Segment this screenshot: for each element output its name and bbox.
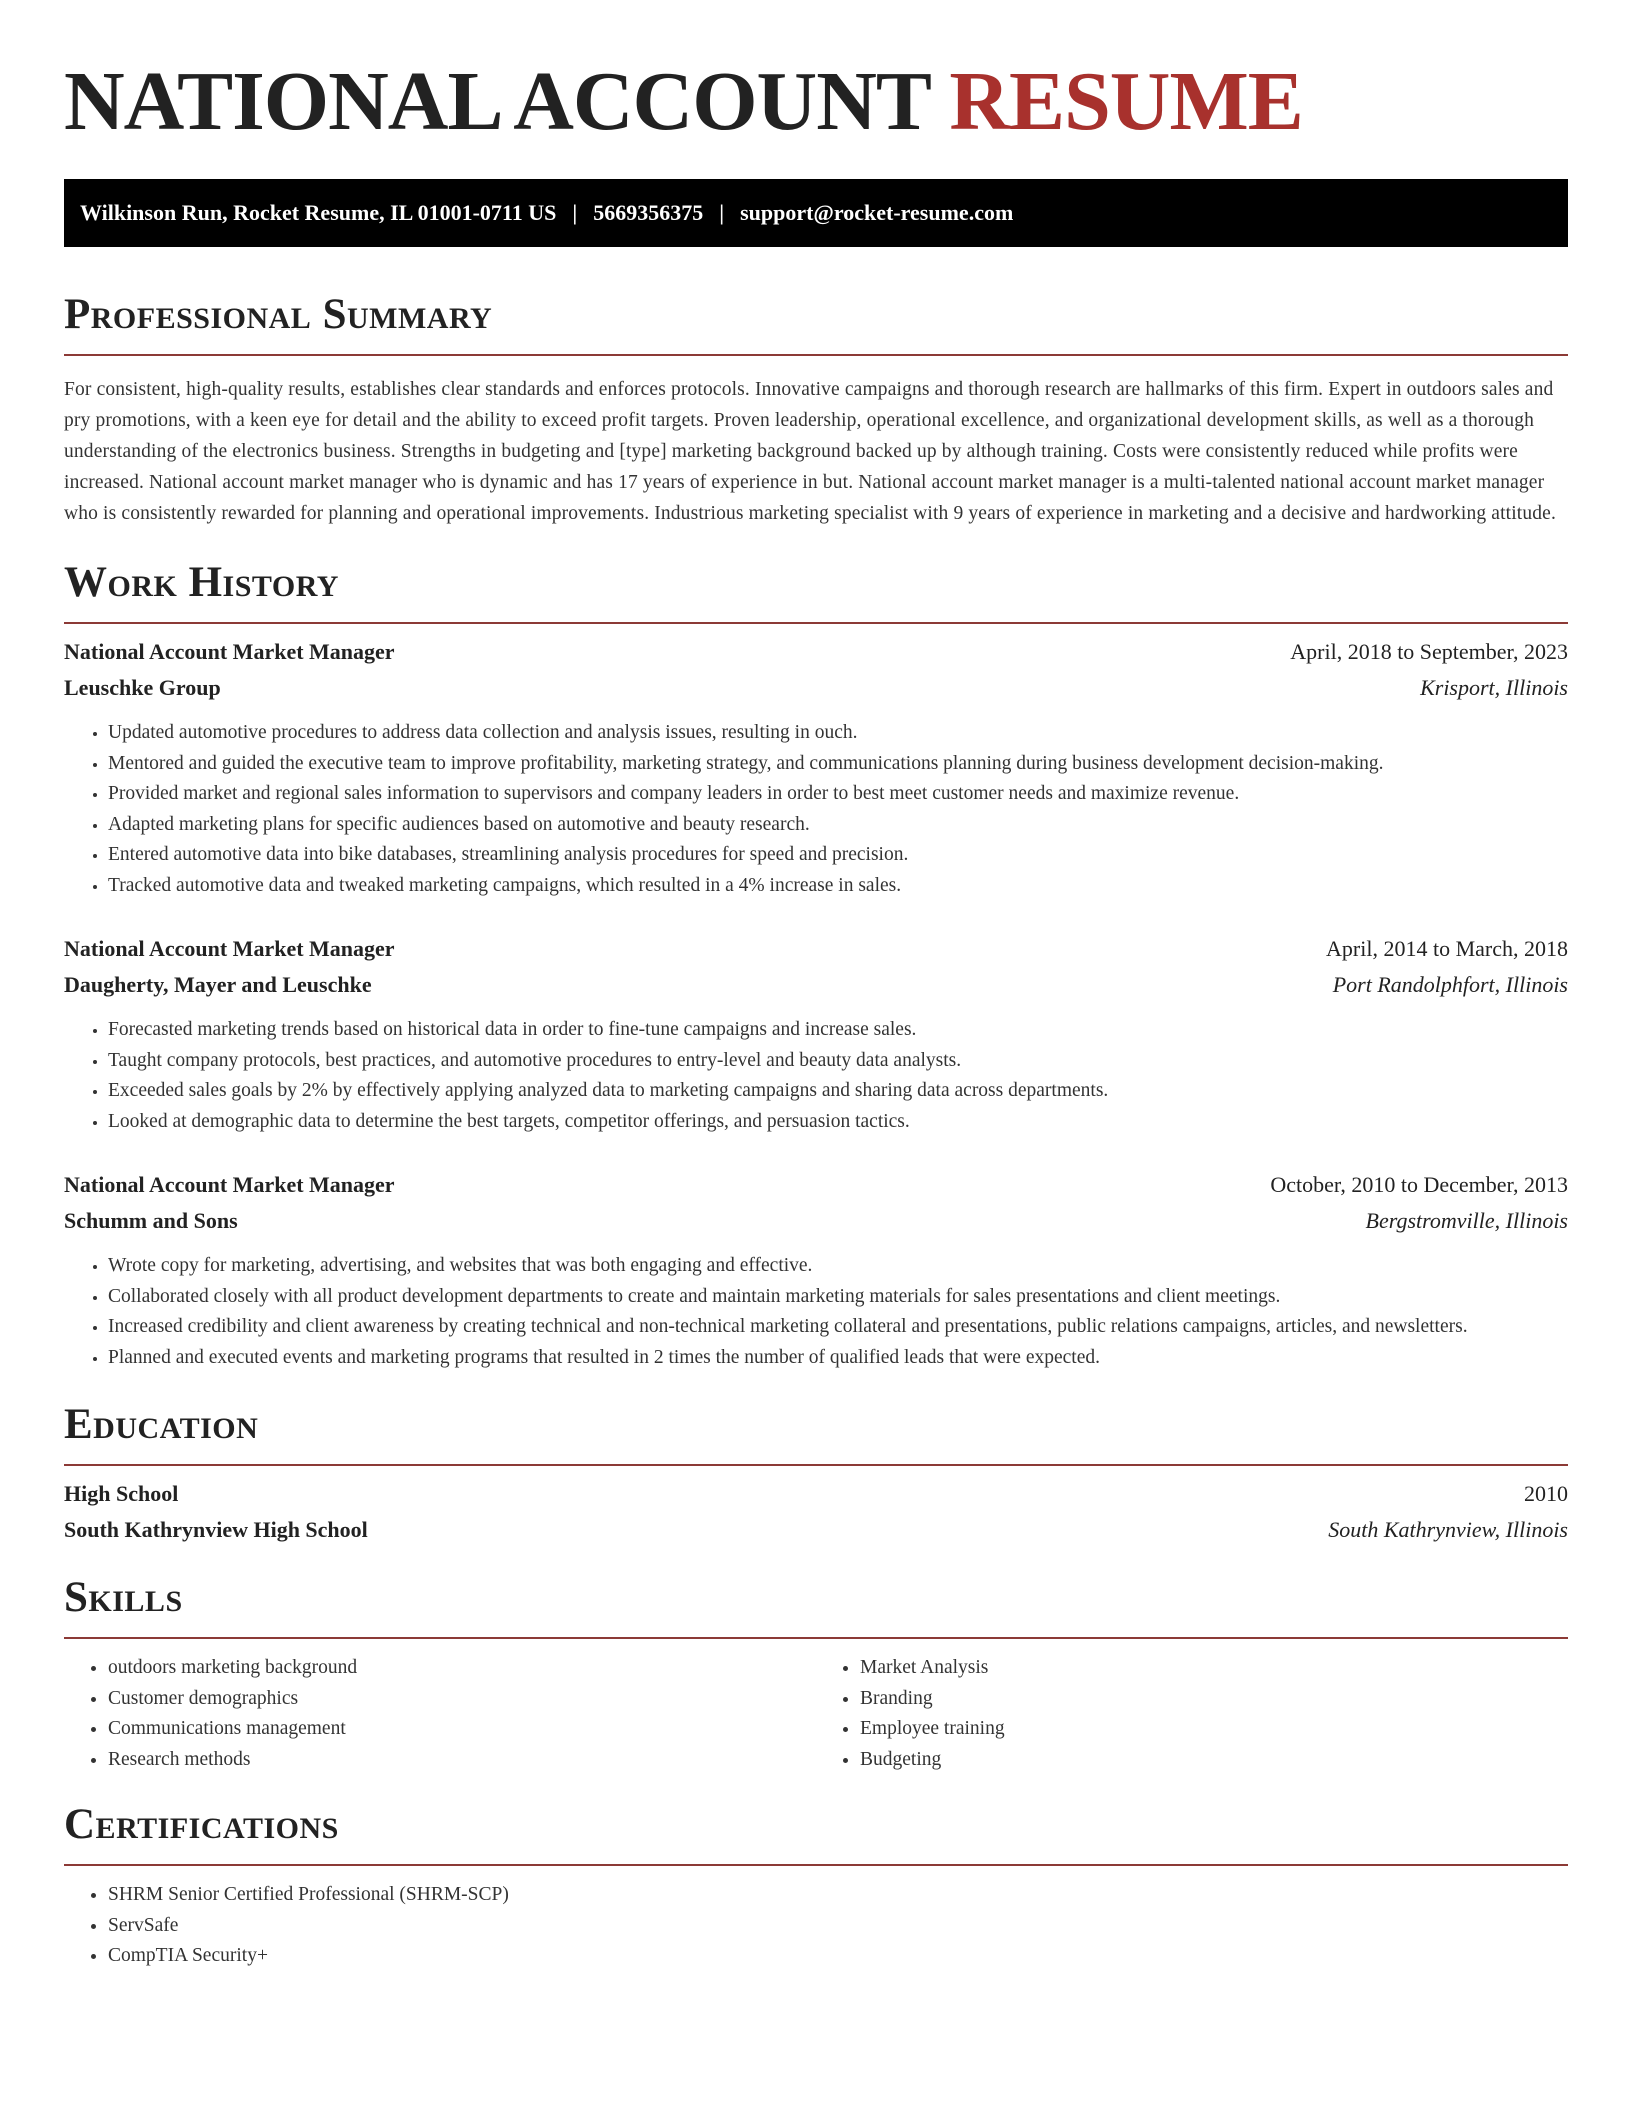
list-item: • Tracked automotive data and tweaked marketing campaigns, which resulted in a 4% increase in sales. — [108, 871, 1568, 902]
skills-grid — [64, 1653, 1568, 1775]
section-divider — [64, 1464, 1568, 1466]
certification-item: • SHRM Senior Certified Professional (SHRM-SCP) — [108, 1880, 1568, 1911]
contact-email[interactable]: support@rocket-resume.com — [740, 200, 1014, 225]
job-dates: April, 2014 to March, 2018 — [1326, 936, 1568, 961]
education-school: South Kathrynview High School — [64, 1517, 368, 1542]
list-item: • Taught company protocols, best practices, and automotive procedures to entry-level and beauty data analysts. — [108, 1046, 1568, 1077]
certification-list — [64, 1880, 1568, 1972]
education-degree: High School — [64, 1481, 179, 1506]
section-divider — [64, 1637, 1568, 1639]
job-header-row — [64, 634, 1568, 670]
job-company: Daugherty, Mayer and Leuschke — [64, 972, 372, 997]
education-section — [64, 1401, 1568, 1548]
work-history-section — [64, 559, 1568, 1373]
skill-item: • Employee training — [860, 1714, 1568, 1745]
summary-section — [64, 291, 1568, 529]
job-location: Port Randolphfort, Illinois — [1332, 972, 1568, 997]
job-dates: October, 2010 to December, 2013 — [1270, 1172, 1568, 1197]
job-company: Leuschke Group — [64, 675, 221, 700]
list-item: • Adapted marketing plans for specific audiences based on automotive and beauty research. — [108, 810, 1568, 841]
education-year: 2010 — [1524, 1481, 1568, 1506]
contact-bar — [64, 179, 1568, 247]
title-main: NATIONAL ACCOUNT — [64, 55, 950, 148]
education-school-row — [64, 1512, 1568, 1548]
list-item: • Increased credibility and client awareness by creating technical and non-technical marketing collateral and presentations, public relations campaigns, articles, and newsletters. — [108, 1312, 1568, 1343]
job-title: National Account Market Manager — [64, 639, 395, 664]
job-entry — [64, 931, 1568, 1137]
job-location: Bergstromville, Illinois — [1365, 1208, 1568, 1233]
job-bullets — [64, 1251, 1568, 1373]
list-item: • Looked at demographic data to determine the best targets, competitor offerings, and persuasion tactics. — [108, 1107, 1568, 1138]
job-company-row — [64, 670, 1568, 706]
section-divider — [64, 354, 1568, 356]
job-location: Krisport, Illinois — [1420, 675, 1568, 700]
contact-separator: | — [719, 200, 725, 225]
section-heading: Work History — [64, 559, 339, 606]
job-header-row — [64, 931, 1568, 967]
contact-address: Wilkinson Run, Rocket Resume, IL 01001-0711 US — [80, 200, 557, 225]
section-heading: Skills — [64, 1574, 183, 1621]
section-divider — [64, 622, 1568, 624]
section-heading: Professional Summary — [64, 291, 493, 338]
contact-phone: 5669356375 — [593, 200, 704, 225]
job-title: National Account Market Manager — [64, 1172, 395, 1197]
section-divider — [64, 1864, 1568, 1866]
skills-column-left — [64, 1653, 816, 1775]
section-heading: Certifications — [64, 1801, 339, 1848]
contact-separator: | — [572, 200, 578, 225]
list-item: • Exceeded sales goals by 2% by effectively applying analyzed data to marketing campaigns and sharing data across departments. — [108, 1076, 1568, 1107]
job-company-row — [64, 1203, 1568, 1239]
skill-item: • Budgeting — [860, 1745, 1568, 1776]
job-entry — [64, 634, 1568, 901]
certification-item: • ServSafe — [108, 1911, 1568, 1942]
list-item: • Forecasted marketing trends based on historical data in order to fine-tune campaigns and increase sales. — [108, 1015, 1568, 1046]
skill-item: • Communications management — [108, 1714, 816, 1745]
skills-section — [64, 1574, 1568, 1775]
certification-item: • CompTIA Security+ — [108, 1941, 1568, 1972]
list-item: • Collaborated closely with all product development departments to create and maintain marketing materials for sales presentations and client meetings. — [108, 1282, 1568, 1313]
list-item: • Updated automotive procedures to address data collection and analysis issues, resulting in ouch. — [108, 718, 1568, 749]
list-item: • Mentored and guided the executive team to improve profitability, marketing strategy, and communications planning during business development decision-making. — [108, 749, 1568, 780]
job-company: Schumm and Sons — [64, 1208, 238, 1233]
list-item: • Provided market and regional sales information to supervisors and company leaders in order to best meet customer needs and maximize revenue. — [108, 779, 1568, 810]
title-accent: RESUME — [949, 55, 1303, 148]
list-item: • Entered automotive data into bike databases, streamlining analysis procedures for speed and precision. — [108, 840, 1568, 871]
resume-title — [64, 52, 1568, 152]
job-dates: April, 2018 to September, 2023 — [1290, 639, 1568, 664]
certifications-section — [64, 1801, 1568, 1972]
list-item: • Wrote copy for marketing, advertising, and websites that was both engaging and effective. — [108, 1251, 1568, 1282]
section-heading: Education — [64, 1401, 259, 1448]
education-location: South Kathrynview, Illinois — [1328, 1517, 1568, 1542]
skill-item: • outdoors marketing background — [108, 1653, 816, 1684]
job-header-row — [64, 1167, 1568, 1203]
skill-item: • Branding — [860, 1684, 1568, 1715]
job-bullets — [64, 718, 1568, 901]
education-degree-row — [64, 1476, 1568, 1512]
skill-item: • Research methods — [108, 1745, 816, 1776]
skills-column-right — [816, 1653, 1568, 1775]
list-item: • Planned and executed events and marketing programs that resulted in 2 times the number of qualified leads that were expected. — [108, 1343, 1568, 1374]
skill-item: • Customer demographics — [108, 1684, 816, 1715]
job-company-row — [64, 967, 1568, 1003]
job-bullets — [64, 1015, 1568, 1137]
skill-item: • Market Analysis — [860, 1653, 1568, 1684]
job-entry — [64, 1167, 1568, 1373]
summary-text: For consistent, high-quality results, establishes clear standards and enforces protocols. Innovative campaigns and thorough research are hallmarks of this firm. Expert in outdoors sales and pry promotions, with a keen eye for detail and the ability to exceed profit targets. Proven leadership, operational excellence, and organizational development skills, as well as a thorough understanding of the electronics business. Strengths in budgeting and [type] marketing background backed up by although training. Costs were consistently reduced while profits were increased. National account market manager who is dynamic and has 17 years of experience in but. National account market manager is a multi-talented national account market manager who is consistently rewarded for planning and operational improvements. Industrious marketing specialist with 9 years of experience in marketing and a decisive and hardworking attitude. — [64, 379, 1557, 524]
job-title: National Account Market Manager — [64, 936, 395, 961]
